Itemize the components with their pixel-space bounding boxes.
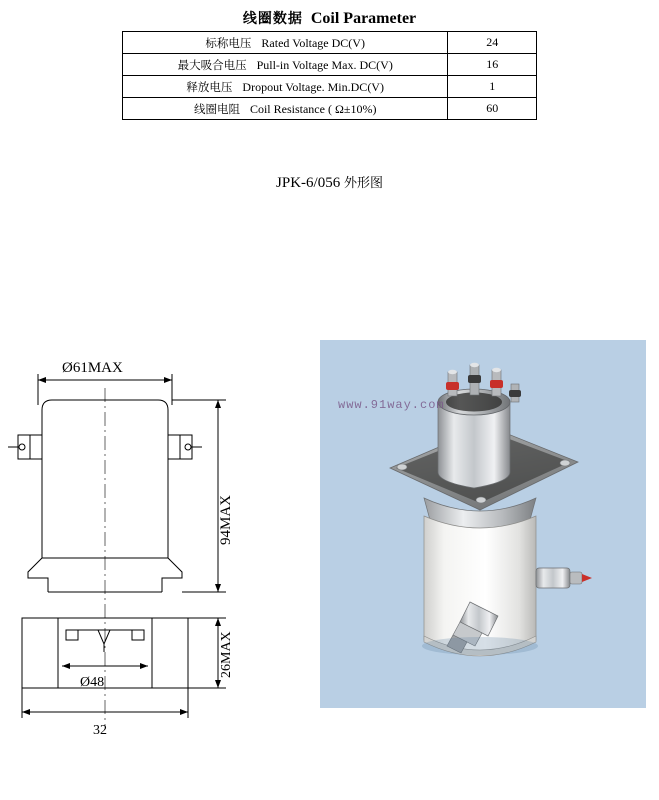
dim-base-height-label: 26MAX	[219, 631, 234, 678]
dim-height-label: 94MAX	[218, 494, 234, 545]
value-text: 60	[486, 101, 499, 115]
table-cell-label	[123, 54, 448, 76]
table-cell-value	[448, 54, 537, 76]
label-en: Rated Voltage DC(V)	[261, 35, 365, 50]
value-text: 16	[486, 57, 499, 71]
label-cn: 线圈电阻	[193, 103, 240, 116]
table-cell-value	[448, 32, 537, 54]
table-row	[123, 76, 537, 98]
model-code: JPK-6/056	[276, 175, 341, 191]
table-cell-label	[123, 32, 448, 54]
label-en: Coil Resistance ( Ω±10%)	[249, 101, 377, 116]
table-cell-label	[123, 76, 448, 98]
model-caption-cn: 外形图	[343, 175, 383, 190]
table-cell-label	[123, 98, 448, 120]
dim-base-circle-label: Ø48	[80, 675, 105, 690]
model-caption	[0, 172, 659, 192]
outline-drawing	[0, 330, 300, 760]
table-row	[123, 32, 537, 54]
table-row	[123, 98, 537, 120]
dim-width-top-label: Ø61MAX	[62, 360, 123, 376]
value-text: 1	[489, 79, 496, 93]
page-title-cn: 线圈数据	[242, 10, 303, 26]
label-en: Pull-in Voltage Max. DC(V)	[256, 57, 393, 72]
page-title	[0, 8, 659, 28]
label-cn: 释放电压	[186, 81, 233, 94]
page-title-en: Coil Parameter	[310, 10, 417, 27]
coil-parameter-table	[122, 31, 537, 120]
label-cn: 最大吸合电压	[177, 59, 247, 72]
label-en: Dropout Voltage. Min.DC(V)	[242, 79, 384, 94]
watermark-text: www.91way.com	[338, 398, 445, 412]
table-cell-value	[448, 76, 537, 98]
table-row	[123, 54, 537, 76]
product-photo	[320, 340, 646, 708]
table-cell-value	[448, 98, 537, 120]
value-text: 24	[486, 35, 499, 49]
label-cn: 标称电压	[205, 37, 252, 50]
dim-base-width-label: 32	[93, 723, 107, 738]
